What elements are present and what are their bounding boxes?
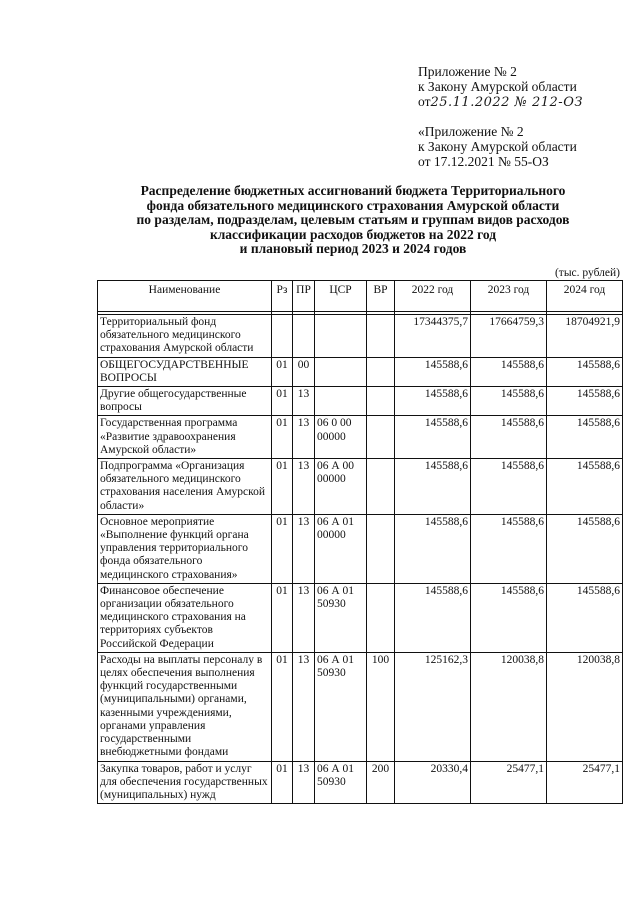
cell-2022: 125162,3 [395, 652, 471, 761]
cell-2024: 145588,6 [547, 459, 623, 515]
cell-vr: 100 [367, 652, 395, 761]
cell-vr [367, 459, 395, 515]
cell-name: ОБЩЕГОСУДАРСТВЕННЫЕ ВОПРОСЫ [98, 357, 272, 386]
cell-name: Другие общегосударственные вопросы [98, 387, 272, 416]
units-label: (тыс. рублей) [554, 267, 620, 279]
cell-vr [367, 357, 395, 386]
table-row [98, 652, 623, 761]
cell-csr [315, 315, 367, 358]
cell-pr: 13 [293, 416, 315, 459]
cell-2023: 25477,1 [471, 761, 547, 804]
document-title [98, 184, 608, 257]
cell-2022: 145588,6 [395, 357, 471, 386]
cell-2022: 145588,6 [395, 416, 471, 459]
cell-rz: 01 [272, 387, 293, 416]
cell-2023: 17664759,3 [471, 315, 547, 358]
cell-vr [367, 514, 395, 583]
cell-vr [367, 583, 395, 652]
cell-csr [315, 387, 367, 416]
cell-2024: 145588,6 [547, 387, 623, 416]
cell-pr: 13 [293, 583, 315, 652]
cell-2022: 145588,6 [395, 514, 471, 583]
cell-pr: 13 [293, 459, 315, 515]
cell-rz: 01 [272, 459, 293, 515]
previous-annex-title: «Приложение № 2 [418, 124, 524, 139]
cell-2024: 120038,8 [547, 652, 623, 761]
cell-rz: 01 [272, 761, 293, 804]
cell-pr: 00 [293, 357, 315, 386]
cell-2022: 20330,4 [395, 761, 471, 804]
annex-date [418, 94, 583, 110]
cell-2022: 17344375,7 [395, 315, 471, 358]
cell-csr [315, 357, 367, 386]
handwritten-date: 25.11.2022 № 212-ОЗ [430, 95, 583, 110]
cell-name: Территориальный фонд обязательного медицинского страхования Амурской области [98, 315, 272, 358]
header-name: Наименование [98, 281, 272, 312]
cell-rz: 01 [272, 583, 293, 652]
title-line: классификации расходов бюджетов на 2022 год [209, 226, 497, 242]
table-row [98, 416, 623, 459]
table-row [98, 761, 623, 804]
header-rz: Рз [272, 281, 293, 312]
cell-2023: 145588,6 [471, 416, 547, 459]
annex-law: к Закону Амурской области [418, 79, 577, 94]
previous-annex-date: от 17.12.2021 № 55-ОЗ [418, 154, 549, 169]
cell-2023: 145588,6 [471, 387, 547, 416]
cell-csr: 06 А 01 50930 [315, 761, 367, 804]
cell-name: Государственная программа «Развитие здравоохранения Амурской области» [98, 416, 272, 459]
cell-csr: 06 А 00 00000 [315, 459, 367, 515]
table-body [98, 312, 623, 804]
cell-2024: 25477,1 [547, 761, 623, 804]
cell-pr: 13 [293, 387, 315, 416]
header-pr: ПР [293, 281, 315, 312]
cell-rz [272, 315, 293, 358]
cell-rz: 01 [272, 652, 293, 761]
table-row [98, 583, 623, 652]
cell-pr [293, 315, 315, 358]
header-2022: 2022 год [395, 281, 471, 312]
cell-2023: 145588,6 [471, 357, 547, 386]
cell-name: Основное мероприятие «Выполнение функций органа управления территориального фонда обязательного медицинского страхования» [98, 514, 272, 583]
header-2024: 2024 год [547, 281, 623, 312]
cell-pr: 13 [293, 761, 315, 804]
header-vr: ВР [367, 281, 395, 312]
title-line: по разделам, подразделам, целевым статьям и группам видов расходов [136, 212, 570, 228]
cell-rz: 01 [272, 416, 293, 459]
title-line: фонда обязательного медицинского страхования Амурской области [146, 197, 560, 213]
annex-date-prefix: от [418, 94, 431, 109]
cell-name: Закупка товаров, работ и услуг для обеспечения государственных (муниципальных) нужд [98, 761, 272, 804]
table-row [98, 514, 623, 583]
cell-csr: 06 А 01 00000 [315, 514, 367, 583]
cell-2023: 145588,6 [471, 583, 547, 652]
cell-2024: 18704921,9 [547, 315, 623, 358]
cell-vr [367, 416, 395, 459]
cell-name: Расходы на выплаты персоналу в целях обеспечения выполнения функций государственными (муниципальными) органами, казенными учреждениями, органами управления государственными внебюджетными фондами [98, 652, 272, 761]
table-row [98, 357, 623, 386]
cell-2024: 145588,6 [547, 514, 623, 583]
cell-2023: 120038,8 [471, 652, 547, 761]
cell-2024: 145588,6 [547, 357, 623, 386]
cell-name: Подпрограмма «Организация обязательного медицинского страхования населения Амурской области» [98, 459, 272, 515]
budget-table [97, 280, 623, 804]
cell-csr: 06 А 01 50930 [315, 652, 367, 761]
previous-annex-law: к Закону Амурской области [418, 139, 577, 154]
cell-vr [367, 315, 395, 358]
cell-vr: 200 [367, 761, 395, 804]
cell-2022: 145588,6 [395, 387, 471, 416]
table-header-row [98, 281, 623, 312]
table-row [98, 387, 623, 416]
header-csr: ЦСР [315, 281, 367, 312]
title-line: и плановый период 2023 и 2024 годов [239, 241, 467, 257]
cell-2023: 145588,6 [471, 459, 547, 515]
header-2023: 2023 год [471, 281, 547, 312]
cell-rz: 01 [272, 514, 293, 583]
previous-annex-header [418, 124, 577, 169]
cell-csr: 06 А 01 50930 [315, 583, 367, 652]
cell-pr: 13 [293, 652, 315, 761]
cell-2022: 145588,6 [395, 583, 471, 652]
cell-name: Финансовое обеспечение организации обязательного медицинского страхования на территориях субъектов Российской Федерации [98, 583, 272, 652]
annex-title: Приложение № 2 [418, 64, 517, 79]
cell-2023: 145588,6 [471, 514, 547, 583]
cell-csr: 06 0 00 00000 [315, 416, 367, 459]
cell-2022: 145588,6 [395, 459, 471, 515]
cell-rz: 01 [272, 357, 293, 386]
table-row [98, 315, 623, 358]
title-line: Распределение бюджетных ассигнований бюджета Территориального [140, 183, 566, 198]
cell-pr: 13 [293, 514, 315, 583]
cell-2024: 145588,6 [547, 583, 623, 652]
annex-header [418, 64, 583, 110]
cell-2024: 145588,6 [547, 416, 623, 459]
table-row [98, 459, 623, 515]
cell-vr [367, 387, 395, 416]
